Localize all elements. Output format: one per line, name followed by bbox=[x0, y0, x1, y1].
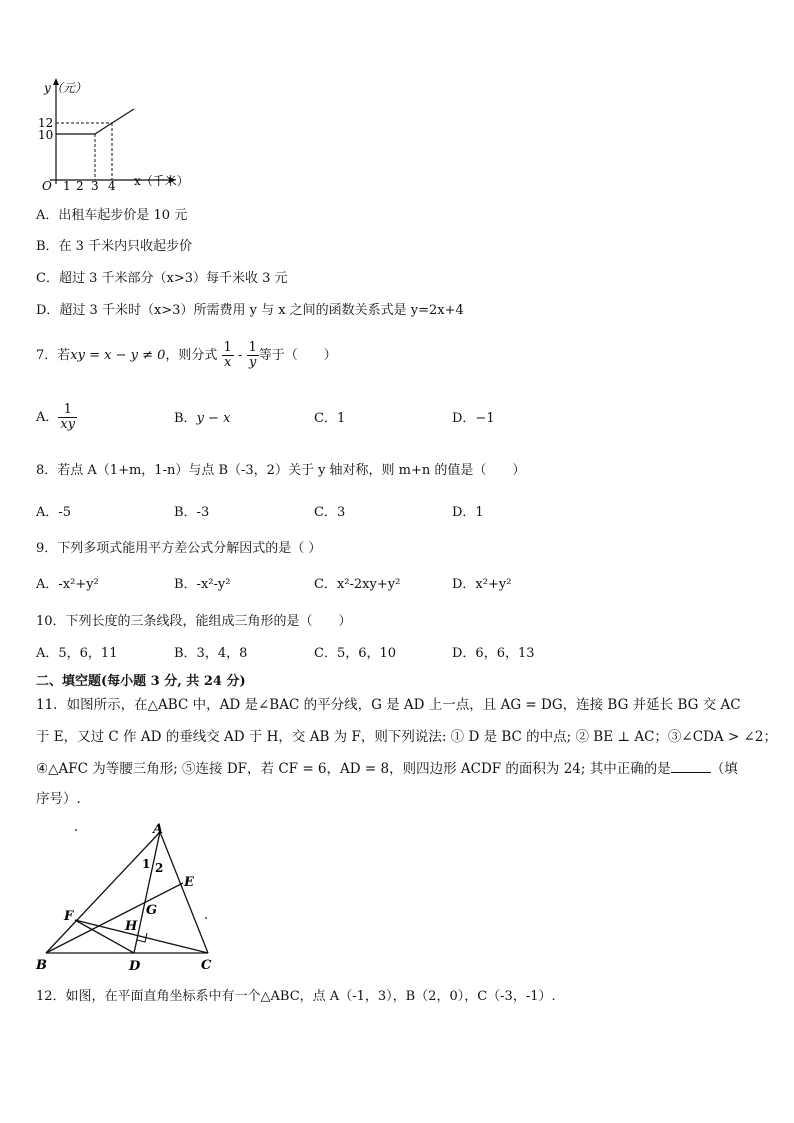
q7-option-a bbox=[36, 398, 77, 438]
q10-stem: 10．下列长度的三条线段，能组成三角形的是（ ） bbox=[36, 614, 352, 629]
frac1-num: 1 bbox=[223, 340, 232, 355]
x-tick-3: 3 bbox=[91, 179, 99, 193]
q11-line-4: 序号）. bbox=[36, 791, 81, 807]
dot-mark-1 bbox=[75, 829, 77, 831]
x-axis-label: x（千米） bbox=[134, 174, 189, 188]
y-tick-12: 12 bbox=[38, 116, 54, 130]
label-d: D bbox=[129, 959, 141, 974]
q7-option-b bbox=[174, 410, 230, 428]
frac2-num: 1 bbox=[248, 340, 257, 355]
q9-stem: 9．下列多项式能用平方差公式分解因式的是（ ） bbox=[36, 541, 322, 556]
side-ab bbox=[46, 832, 160, 953]
optA-num: 1 bbox=[58, 403, 77, 418]
q11-line-1: 11．如图所示，在△ABC 中，AD 是∠BAC 的平分线，G 是 AD 上一点，且 AG = DG，连接 BG 并延长 BG 交 AC bbox=[36, 697, 741, 713]
frac1-den: x bbox=[224, 355, 232, 370]
answer-blank[interactable] bbox=[671, 758, 711, 773]
dot-mark-2 bbox=[205, 917, 207, 919]
q10-option-b: B．3，4，8 bbox=[174, 646, 248, 661]
label-b: B bbox=[36, 958, 47, 973]
q9-option-a: A．-x²+y² bbox=[36, 577, 99, 592]
q8-option-a: A．-5 bbox=[36, 505, 72, 520]
segment-cf bbox=[75, 920, 208, 953]
label-f: F bbox=[64, 909, 74, 924]
q7-option-d: D．−1 bbox=[452, 411, 495, 426]
q7-condition: xy = x − y ≠ 0 bbox=[70, 348, 166, 363]
q7-minus: - bbox=[237, 348, 243, 363]
q8-option-b: B．-3 bbox=[174, 505, 210, 520]
side-ac bbox=[160, 832, 208, 953]
q11-line-3-text: ④△AFC 为等腰三角形; ⑤连接 DF，若 CF = 6，AD = 8，则四边形 ACDF 的面积为 24; 其中正确的是 bbox=[36, 761, 671, 777]
q7-fraction-1 bbox=[222, 341, 234, 370]
label-angle-1: 1 bbox=[142, 857, 151, 871]
label-h: H bbox=[125, 919, 138, 934]
q10-option-a: A．5，6，11 bbox=[36, 646, 118, 661]
label-angle-2: 2 bbox=[155, 861, 164, 875]
q8-option-c: C．3 bbox=[314, 505, 346, 520]
q7-option-a-fraction bbox=[58, 403, 77, 432]
optA-den: xy bbox=[60, 417, 76, 432]
origin-label: O bbox=[42, 179, 52, 193]
q8-stem: 8．若点 A（1+m，1-n）与点 B（-3，2）关于 y 轴对称，则 m+n 的值是（ ） bbox=[36, 463, 526, 478]
fare-graph bbox=[30, 76, 200, 194]
x-tick-1: 1 bbox=[63, 179, 71, 193]
label-g: G bbox=[146, 903, 158, 918]
q9-option-c: C．x²-2xy+y² bbox=[314, 577, 401, 592]
q7-prefix: 7．若 bbox=[36, 348, 71, 363]
q10-option-c: C．5，6，10 bbox=[314, 646, 397, 661]
q11-line-3 bbox=[36, 756, 738, 782]
q7-option-b-value: y − x bbox=[196, 411, 231, 426]
q6-option-a: A．出租车起步价是 10 元 bbox=[36, 208, 188, 223]
y-axis-label: y（元） bbox=[44, 81, 87, 95]
q12-stem: 12．如图，在平面直角坐标系中有一个△ABC，点 A（-1，3），B（2，0），C（-3，-1）. bbox=[36, 989, 556, 1004]
frac2-den: y bbox=[248, 355, 257, 370]
triangle-figure bbox=[30, 820, 220, 976]
q11-line-3-end: （填 bbox=[710, 761, 738, 777]
q6-option-c: C．超过 3 千米部分（x>3）每千米收 3 元 bbox=[36, 271, 288, 286]
x-tick-2: 2 bbox=[76, 179, 84, 193]
q7-stem bbox=[36, 336, 337, 376]
q8-option-d: D．1 bbox=[452, 505, 484, 520]
fare-line bbox=[56, 109, 134, 134]
q7-fraction-2 bbox=[247, 341, 259, 370]
label-e: E bbox=[184, 875, 194, 890]
q6-option-d: D．超过 3 千米时（x>3）所需费用 y 与 x 之间的函数关系式是 y=2x+4 bbox=[36, 303, 464, 318]
q7-mid: ，则分式 bbox=[165, 348, 218, 363]
label-c: C bbox=[201, 958, 212, 973]
q7-option-c: C．1 bbox=[314, 411, 346, 426]
q11-line-2: 于 E，又过 C 作 AD 的垂线交 AD 于 H，交 AB 为 F，则下列说法: ① D 是 BC 的中点; ② BE ⊥ AC；③∠CDA > ∠2； bbox=[36, 729, 777, 745]
x-tick-4: 4 bbox=[108, 179, 116, 193]
y-tick-10: 10 bbox=[38, 128, 54, 142]
q7-option-b-label: B． bbox=[174, 411, 197, 426]
label-a: A bbox=[153, 822, 164, 837]
q6-option-b: B．在 3 千米内只收起步价 bbox=[36, 239, 193, 254]
q10-option-d: D．6，6，13 bbox=[452, 646, 535, 661]
q9-option-b: B．-x²-y² bbox=[174, 577, 231, 592]
q7-suffix: 等于（ ） bbox=[258, 348, 337, 363]
q7-option-a-label: A． bbox=[36, 410, 59, 425]
q9-option-d: D．x²+y² bbox=[452, 577, 512, 592]
section-title: 二、填空题(每小题 3 分, 共 24 分) bbox=[36, 674, 246, 689]
